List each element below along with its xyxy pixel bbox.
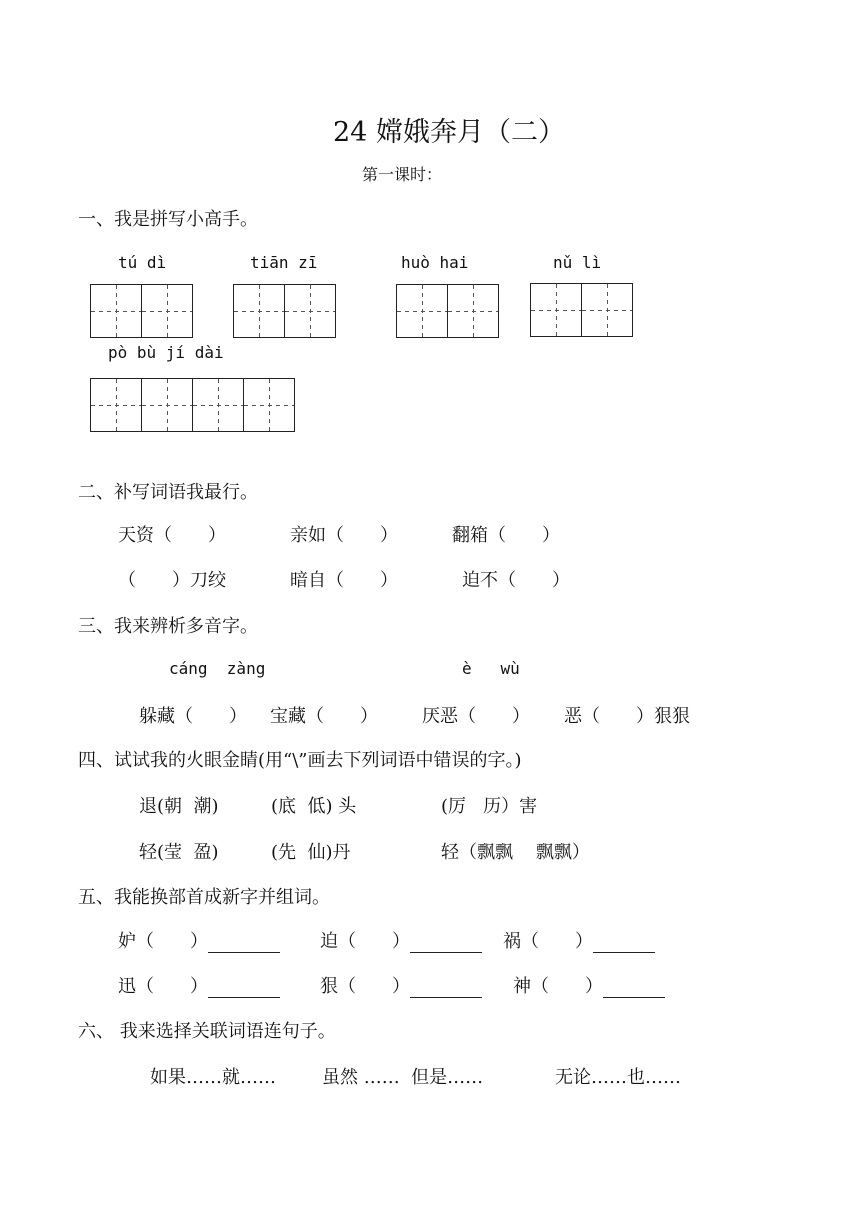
- pinyin-word-2: tiān zī: [250, 253, 318, 272]
- radical-item: [513, 972, 665, 998]
- grid-cell[interactable]: [234, 284, 285, 338]
- section-6-heading: 六、 我来选择关联词语连句子。: [78, 1021, 336, 1042]
- answer-blank[interactable]: [208, 979, 280, 998]
- page-subtitle: 第一课时：: [362, 165, 443, 184]
- grid-cell[interactable]: [582, 283, 633, 337]
- pinyin-word-5: pò bù jí dài: [108, 343, 224, 362]
- polyphone-pinyin-1: cáng zàng: [169, 659, 266, 678]
- radical-char[interactable]: 迫（ ）: [320, 931, 410, 952]
- polyphone-word[interactable]: 厌恶（ ）: [422, 706, 530, 727]
- grid-cell[interactable]: [91, 378, 142, 432]
- grid-cell[interactable]: [193, 378, 244, 432]
- grid-cell[interactable]: [285, 284, 336, 338]
- fill-word[interactable]: 暗自（ ）: [290, 570, 398, 591]
- fill-word[interactable]: 翻箱（ ）: [452, 525, 560, 546]
- radical-char[interactable]: 妒（ ）: [118, 931, 208, 952]
- section-4-heading: 四、试试我的火眼金睛(用“\”画去下列词语中错误的字。): [78, 750, 522, 771]
- radical-char[interactable]: 神（ ）: [513, 976, 603, 997]
- polyphone-word[interactable]: 躲藏（ ）: [139, 706, 247, 727]
- section-3-heading: 三、我来辨析多音字。: [78, 616, 258, 637]
- writing-grid-2[interactable]: [233, 284, 336, 338]
- conjunction-pair: 无论……也……: [555, 1067, 681, 1088]
- grid-cell[interactable]: [91, 284, 142, 338]
- grid-cell[interactable]: [142, 284, 193, 338]
- answer-blank[interactable]: [603, 979, 665, 998]
- correction-item[interactable]: 退(朝 潮): [139, 796, 219, 817]
- page-title: 24 嫦娥奔月（二）: [333, 117, 565, 148]
- answer-blank[interactable]: [410, 934, 482, 953]
- pinyin-word-4: nǔ lì: [553, 253, 602, 272]
- section-5-heading: 五、我能换部首成新字并组词。: [78, 887, 330, 908]
- answer-blank[interactable]: [410, 979, 482, 998]
- radical-item: [118, 927, 280, 953]
- radical-char[interactable]: 迅（ ）: [118, 976, 208, 997]
- section-2-heading: 二、补写词语我最行。: [78, 482, 258, 503]
- writing-grid-1[interactable]: [90, 284, 193, 338]
- radical-item: [320, 972, 482, 998]
- conjunction-pair: 虽然 …… 但是……: [322, 1067, 484, 1088]
- grid-cell[interactable]: [397, 284, 448, 338]
- writing-grid-5[interactable]: [90, 378, 295, 432]
- radical-item: [503, 927, 655, 953]
- grid-cell[interactable]: [531, 283, 582, 337]
- conjunction-pair: 如果……就……: [150, 1067, 276, 1088]
- polyphone-word[interactable]: 恶（ ）狠狠: [564, 706, 690, 727]
- grid-cell[interactable]: [244, 378, 295, 432]
- radical-item: [118, 972, 280, 998]
- fill-word[interactable]: 天资（ ）: [118, 525, 226, 546]
- pinyin-word-3: huò hai: [401, 253, 469, 272]
- correction-item[interactable]: 轻(莹 盈): [139, 842, 219, 863]
- pinyin-word-1: tú dì: [118, 253, 167, 272]
- correction-item[interactable]: (先 仙)丹: [271, 842, 351, 863]
- fill-word[interactable]: 迫不（ ）: [462, 570, 570, 591]
- grid-cell[interactable]: [448, 284, 499, 338]
- writing-grid-3[interactable]: [396, 284, 499, 338]
- radical-char[interactable]: 祸（ ）: [503, 931, 593, 952]
- fill-word[interactable]: 亲如（ ）: [290, 525, 398, 546]
- section-1-heading: 一、我是拼写小高手。: [78, 209, 258, 230]
- answer-blank[interactable]: [593, 934, 655, 953]
- answer-blank[interactable]: [208, 934, 280, 953]
- polyphone-pinyin-2: è wù: [462, 659, 520, 678]
- correction-item[interactable]: 轻（飘飘 飘飘）: [441, 842, 590, 863]
- radical-item: [320, 927, 482, 953]
- grid-cell[interactable]: [142, 378, 193, 432]
- writing-grid-4[interactable]: [530, 283, 633, 337]
- correction-item[interactable]: (厉 历）害: [441, 796, 538, 817]
- fill-word[interactable]: （ ）刀绞: [118, 570, 226, 591]
- radical-char[interactable]: 狠（ ）: [320, 976, 410, 997]
- correction-item[interactable]: (底 低) 头: [271, 796, 357, 817]
- polyphone-word[interactable]: 宝藏（ ）: [270, 706, 378, 727]
